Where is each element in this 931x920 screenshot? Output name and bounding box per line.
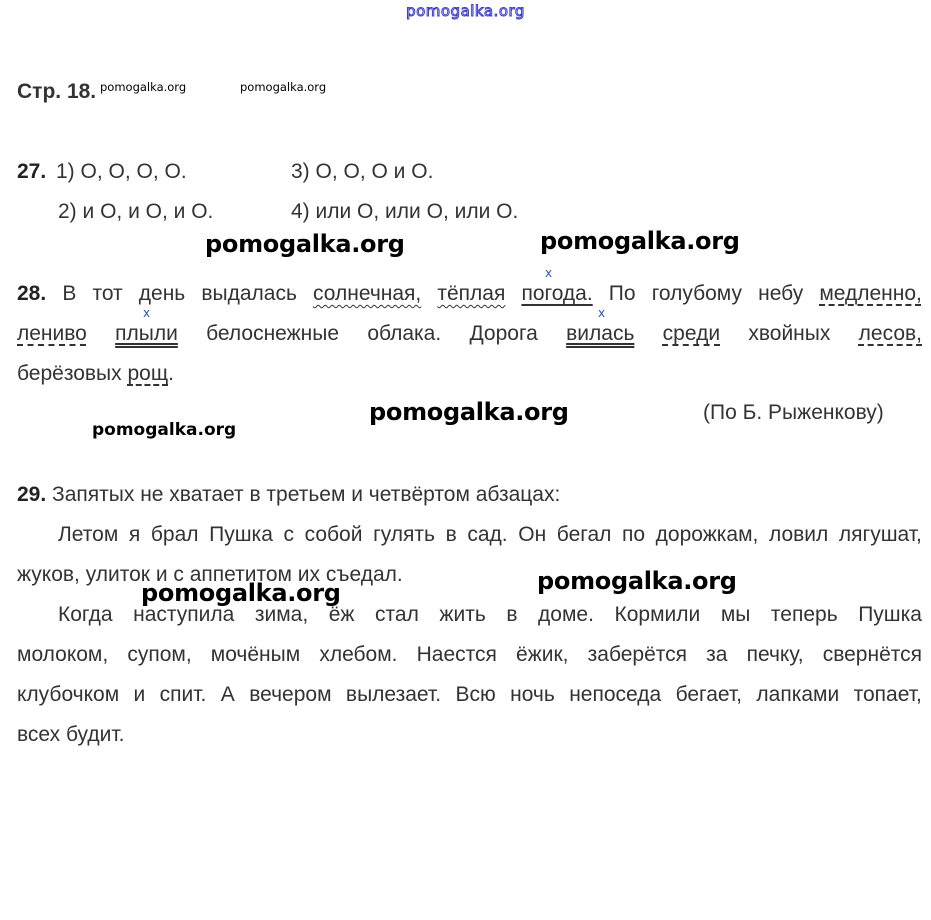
stress-mark: x — [545, 266, 553, 280]
word: тот — [92, 282, 123, 305]
word: заберётся — [587, 643, 688, 666]
word: день — [138, 282, 186, 305]
word: Пушка — [858, 603, 922, 626]
watermark-mid-1: pomogalka.org — [92, 420, 237, 440]
page-label: Стр. 18. — [17, 80, 97, 103]
word: мы — [720, 603, 751, 626]
word: По — [608, 282, 636, 305]
stress-mark: x — [143, 306, 151, 320]
word: небу — [758, 282, 804, 305]
word: облака. — [367, 322, 442, 345]
word-underlined-wavy: солнечная, — [313, 282, 422, 305]
word: молоком, — [17, 643, 109, 666]
word: я — [128, 523, 141, 546]
word-underlined-adverbial: лениво — [17, 322, 87, 345]
word: Он — [518, 523, 547, 546]
word: печку, — [746, 643, 804, 666]
word: Пушка — [209, 523, 273, 546]
word: выдалась — [201, 282, 297, 305]
word: непоседа — [569, 683, 662, 706]
word: топает, — [853, 683, 922, 706]
exercise-29-p2-line-4: всех будит. — [17, 723, 125, 746]
word: белоснежные — [206, 322, 340, 345]
exercise-27-item-1: 1) О, О, О, О. — [56, 160, 187, 183]
word: бегал — [556, 523, 612, 546]
word-underlined-adverbial: лесов, — [858, 322, 922, 345]
watermark-big-5: pomogalka.org — [141, 579, 341, 607]
word: гулять — [373, 523, 435, 546]
watermark-small-1: pomogalka.org — [100, 80, 187, 94]
word: хлебом. — [319, 643, 398, 666]
word: брал — [150, 523, 199, 546]
exercise-27-item-4: 4) или О, или О, или О. — [291, 200, 519, 223]
exercise-28-source: (По Б. Рыженкову) — [703, 401, 884, 424]
word: с — [283, 523, 294, 546]
exercise-27-item-3: 3) О, О, О и О. — [291, 160, 434, 183]
exercise-28-line-1 — [17, 282, 922, 306]
watermark-big-3: pomogalka.org — [369, 398, 569, 426]
exercise-28-number: 28. — [17, 282, 47, 305]
word-underlined-adverbial: рощ — [127, 362, 169, 385]
exercise-29-p2-line-3 — [17, 683, 922, 707]
word: мочёным — [210, 643, 301, 666]
exercise-29-p2-line-2 — [17, 643, 922, 667]
watermark-top: pomogalka.org — [406, 2, 525, 20]
word: ночь — [510, 683, 555, 706]
word: спит. — [159, 683, 207, 706]
word: клубочком — [17, 683, 120, 706]
word: хвойных — [748, 322, 831, 345]
stress-mark: x — [598, 306, 606, 320]
exercise-27-number: 27. — [17, 160, 47, 183]
word: жить — [439, 603, 486, 626]
word: Летом — [58, 523, 119, 546]
exercise-28-line-2 — [17, 322, 922, 346]
word: теперь — [770, 603, 838, 626]
word: супом, — [127, 643, 192, 666]
word: А — [220, 683, 235, 706]
word: наступила — [133, 603, 235, 626]
exercise-29-intro-text: Запятых не хватает в третьем и четвёртом абзацах: — [52, 483, 561, 506]
exercise-29-p1-line-2: жуков, улиток и с аппетитом их съедал. — [17, 563, 403, 586]
word: Кормили — [614, 603, 701, 626]
word: ловил — [768, 523, 829, 546]
word-underlined-wavy: тёплая — [437, 282, 506, 305]
word: ёж — [328, 603, 355, 626]
word: и — [133, 683, 146, 706]
word-underlined-predicate: вилась — [566, 322, 635, 345]
word: за — [706, 643, 728, 666]
word: стал — [375, 603, 419, 626]
word-underlined-subject: погода. — [521, 282, 593, 305]
watermark-big-2: pomogalka.org — [540, 227, 740, 255]
word: доме. — [538, 603, 594, 626]
word: свернётся — [822, 643, 922, 666]
word: лапками — [756, 683, 840, 706]
exercise-29-number: 29. — [17, 483, 47, 506]
word: вечером — [249, 683, 332, 706]
word: Когда — [58, 603, 113, 626]
word: дорожкам, — [655, 523, 759, 546]
exercise-28-line-3 — [17, 362, 174, 386]
punctuation: . — [168, 362, 174, 385]
word: бегает, — [675, 683, 743, 706]
word: голубому — [651, 282, 742, 305]
word: Наестся — [416, 643, 497, 666]
exercise-29-intro — [17, 483, 560, 507]
word: вылезает. — [345, 683, 442, 706]
word: лягушат, — [838, 523, 922, 546]
word: в — [445, 523, 457, 546]
word: ёжик, — [516, 643, 569, 666]
word: Дорога — [469, 322, 538, 345]
word: в — [506, 603, 518, 626]
watermark-big-4: pomogalka.org — [537, 567, 737, 595]
word-underlined-adverbial: среди — [662, 322, 721, 345]
watermark-small-2: pomogalka.org — [240, 80, 327, 94]
word: В — [62, 282, 77, 305]
word: берёзовых — [17, 362, 128, 385]
word-underlined-predicate: плыли — [115, 322, 178, 345]
exercise-29-p1-line-1 — [58, 523, 922, 547]
exercise-27-item-2: 2) и О, и О, и О. — [58, 200, 214, 223]
word: Всю — [455, 683, 496, 706]
word: собой — [304, 523, 363, 546]
word: по — [622, 523, 646, 546]
word-underlined-adverbial: медленно, — [819, 282, 922, 305]
watermark-big-1: pomogalka.org — [205, 230, 405, 258]
word: зима, — [254, 603, 309, 626]
word: сад. — [467, 523, 508, 546]
